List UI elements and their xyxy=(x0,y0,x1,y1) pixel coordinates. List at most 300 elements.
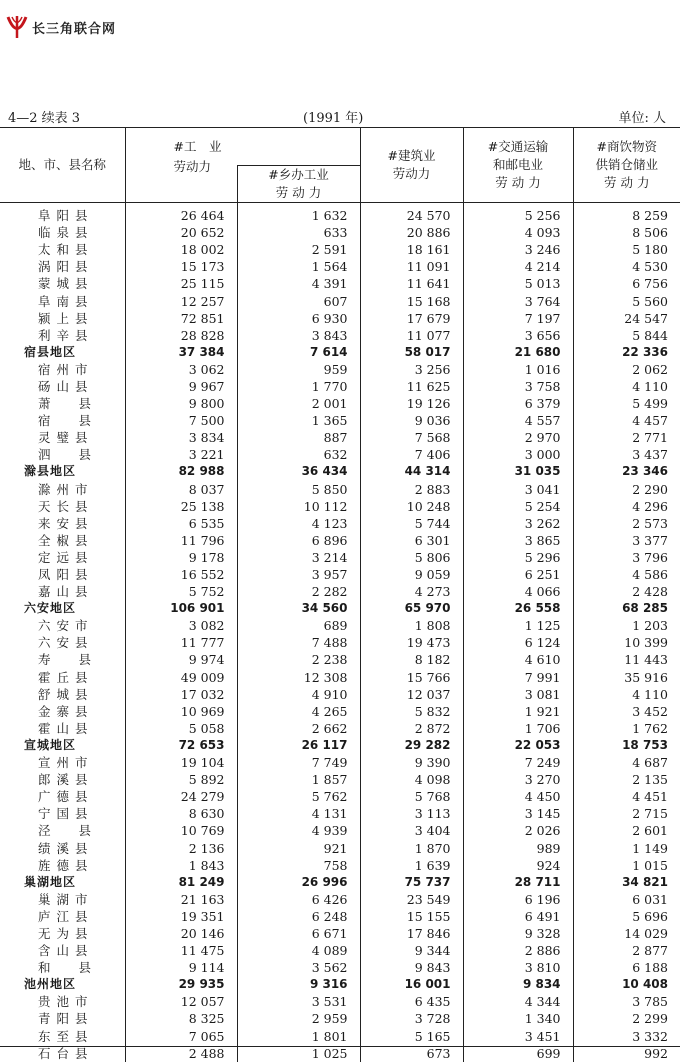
cell-value: 2 573 xyxy=(573,515,680,532)
cell-value: 4 557 xyxy=(463,412,573,429)
cell-value: 29 935 xyxy=(125,976,237,993)
cell-value: 2 662 xyxy=(237,720,360,737)
cell-value: 9 114 xyxy=(125,959,237,976)
cell-value: 9 834 xyxy=(463,976,573,993)
cell-value: 9 316 xyxy=(237,976,360,993)
cell-value: 4 066 xyxy=(463,583,573,600)
table-row xyxy=(0,634,680,651)
cell-value: 6 896 xyxy=(237,532,360,549)
cell-value: 34 821 xyxy=(573,874,680,891)
table-row xyxy=(0,754,680,771)
site-logo xyxy=(6,14,116,40)
cell-value: 16 552 xyxy=(125,566,237,583)
cell-value: 5 844 xyxy=(573,327,680,344)
cell-value: 1 564 xyxy=(237,258,360,275)
cell-value: 11 443 xyxy=(573,651,680,668)
cell-value: 68 285 xyxy=(573,600,680,617)
table-row xyxy=(0,361,680,378)
cell-value: 3 082 xyxy=(125,617,237,634)
cell-value: 26 464 xyxy=(125,203,237,225)
cell-value: 16 001 xyxy=(360,976,463,993)
cell-value: 4 586 xyxy=(573,566,680,583)
cell-value: 3 865 xyxy=(463,532,573,549)
bottom-rule xyxy=(0,1046,680,1047)
cell-name: 含 山 县 xyxy=(38,943,89,959)
cell-value: 21 680 xyxy=(463,344,573,361)
cell-name: 霍 山 县 xyxy=(38,720,89,736)
cell-value: 1 365 xyxy=(237,412,360,429)
table-row xyxy=(0,788,680,805)
cell-name: 六 安 县 xyxy=(38,635,89,651)
region-row xyxy=(0,874,680,891)
cell-value: 5 832 xyxy=(360,703,463,720)
cell-value: 3 728 xyxy=(360,1010,463,1027)
cell-value: 921 xyxy=(237,839,360,856)
cell-name: 六安地区 xyxy=(24,601,77,616)
cell-value: 72 851 xyxy=(125,310,237,327)
table-row xyxy=(0,805,680,822)
cell-value: 3 041 xyxy=(463,481,573,498)
cell-value: 3 562 xyxy=(237,959,360,976)
cell-value: 4 089 xyxy=(237,942,360,959)
cell-value: 3 785 xyxy=(573,993,680,1010)
cell-value: 19 104 xyxy=(125,754,237,771)
cell-value: 5 696 xyxy=(573,908,680,925)
cell-name: 泾 县 xyxy=(38,823,93,839)
cell-value: 2 591 xyxy=(237,241,360,258)
cell-value: 15 168 xyxy=(360,292,463,309)
cell-value: 2 601 xyxy=(573,822,680,839)
cell-value: 11 077 xyxy=(360,327,463,344)
cell-value: 4 110 xyxy=(573,686,680,703)
table-id: 4—2 续表 3 xyxy=(8,111,81,126)
cell-value: 607 xyxy=(237,292,360,309)
cell-value: 924 xyxy=(463,857,573,874)
cell-value: 633 xyxy=(237,224,360,241)
cell-value: 3 062 xyxy=(125,361,237,378)
table-row xyxy=(0,1010,680,1027)
cell-value: 34 560 xyxy=(237,600,360,617)
cell-value: 673 xyxy=(360,1045,463,1062)
cell-value: 26 117 xyxy=(237,737,360,754)
table-row xyxy=(0,1045,680,1062)
cell-value: 8 325 xyxy=(125,1010,237,1027)
cell-value: 17 679 xyxy=(360,310,463,327)
cell-value: 3 843 xyxy=(237,327,360,344)
table-row xyxy=(0,1028,680,1045)
cell-value: 3 377 xyxy=(573,532,680,549)
cell-name: 绩 溪 县 xyxy=(38,840,89,856)
cell-name: 灵 璧 县 xyxy=(38,430,89,446)
cell-name: 霍 丘 县 xyxy=(38,669,89,685)
cell-value: 11 625 xyxy=(360,378,463,395)
cell-value: 5 296 xyxy=(463,549,573,566)
cell-name: 宣 州 市 xyxy=(38,755,89,771)
cell-value: 12 057 xyxy=(125,993,237,1010)
cell-value: 3 221 xyxy=(125,446,237,463)
header-industry: #工 业 xyxy=(125,128,360,166)
cell-value: 3 113 xyxy=(360,805,463,822)
cell-value: 2 062 xyxy=(573,361,680,378)
cell-value: 6 435 xyxy=(360,993,463,1010)
cell-value: 5 254 xyxy=(463,498,573,515)
cell-value: 12 037 xyxy=(360,686,463,703)
cell-value: 4 450 xyxy=(463,788,573,805)
table-unit: 单位: 人 xyxy=(618,111,666,126)
cell-value: 1 203 xyxy=(573,617,680,634)
cell-value: 2 488 xyxy=(125,1045,237,1062)
table-row xyxy=(0,925,680,942)
cell-value: 72 653 xyxy=(125,737,237,754)
cell-value: 65 970 xyxy=(360,600,463,617)
cell-value: 2 001 xyxy=(237,395,360,412)
cell-value: 4 391 xyxy=(237,275,360,292)
cell-value: 81 249 xyxy=(125,874,237,891)
cell-value: 29 282 xyxy=(360,737,463,754)
cell-value: 1 639 xyxy=(360,857,463,874)
cell-value: 6 188 xyxy=(573,959,680,976)
cell-value: 36 434 xyxy=(237,463,360,480)
cell-value: 82 988 xyxy=(125,463,237,480)
cell-value: 3 270 xyxy=(463,771,573,788)
cell-value: 4 296 xyxy=(573,498,680,515)
cell-value: 959 xyxy=(237,361,360,378)
table-row xyxy=(0,241,680,258)
cell-value: 28 711 xyxy=(463,874,573,891)
cell-value: 15 173 xyxy=(125,258,237,275)
cell-value: 22 053 xyxy=(463,737,573,754)
cell-name: 庐 江 县 xyxy=(38,908,89,924)
table-row xyxy=(0,771,680,788)
table-year: (1991 年) xyxy=(303,111,364,126)
cell-value: 5 180 xyxy=(573,241,680,258)
cell-value: 3 256 xyxy=(360,361,463,378)
cell-value: 37 384 xyxy=(125,344,237,361)
cell-name: 砀 山 县 xyxy=(38,378,89,394)
cell-value: 2 282 xyxy=(237,583,360,600)
cell-value: 5 013 xyxy=(463,275,573,292)
table-row xyxy=(0,412,680,429)
cell-value: 58 017 xyxy=(360,344,463,361)
cell-value: 992 xyxy=(573,1045,680,1062)
cell-name: 宿县地区 xyxy=(24,344,77,359)
cell-value: 23 549 xyxy=(360,891,463,908)
cell-value: 9 967 xyxy=(125,378,237,395)
cell-name: 巢 湖 市 xyxy=(38,891,89,907)
cell-value: 25 138 xyxy=(125,498,237,515)
cell-value: 6 124 xyxy=(463,634,573,651)
cell-value: 632 xyxy=(237,446,360,463)
table-body xyxy=(0,203,680,1062)
cell-value: 9 800 xyxy=(125,395,237,412)
cell-value: 7 249 xyxy=(463,754,573,771)
cell-value: 17 032 xyxy=(125,686,237,703)
cell-name: 颍 上 县 xyxy=(38,310,89,326)
cell-value: 5 806 xyxy=(360,549,463,566)
cell-value: 1 762 xyxy=(573,720,680,737)
region-row xyxy=(0,737,680,754)
cell-value: 22 336 xyxy=(573,344,680,361)
cell-value: 7 749 xyxy=(237,754,360,771)
table-row xyxy=(0,395,680,412)
cell-value: 9 390 xyxy=(360,754,463,771)
cell-name: 太 和 县 xyxy=(38,242,89,258)
cell-value: 19 473 xyxy=(360,634,463,651)
cell-name: 和 县 xyxy=(38,960,93,976)
cell-value: 6 426 xyxy=(237,891,360,908)
table-row xyxy=(0,224,680,241)
cell-value: 18 161 xyxy=(360,241,463,258)
cell-value: 3 810 xyxy=(463,959,573,976)
cell-value: 5 165 xyxy=(360,1028,463,1045)
region-row xyxy=(0,344,680,361)
cell-value: 19 126 xyxy=(360,395,463,412)
cell-value: 1 016 xyxy=(463,361,573,378)
cell-value: 689 xyxy=(237,617,360,634)
cell-value: 8 259 xyxy=(573,203,680,225)
cell-value: 3 764 xyxy=(463,292,573,309)
cell-value: 7 500 xyxy=(125,412,237,429)
cell-value: 10 399 xyxy=(573,634,680,651)
cell-value: 1 706 xyxy=(463,720,573,737)
cell-value: 4 610 xyxy=(463,651,573,668)
cell-value: 5 058 xyxy=(125,720,237,737)
cell-value: 7 488 xyxy=(237,634,360,651)
cell-value: 4 687 xyxy=(573,754,680,771)
cell-value: 20 146 xyxy=(125,925,237,942)
cell-name: 金 寨 县 xyxy=(38,703,89,719)
cell-value: 2 238 xyxy=(237,651,360,668)
cell-value: 3 214 xyxy=(237,549,360,566)
cell-value: 1 770 xyxy=(237,378,360,395)
cell-value: 26 558 xyxy=(463,600,573,617)
cell-value: 4 457 xyxy=(573,412,680,429)
cell-value: 3 531 xyxy=(237,993,360,1010)
cell-name: 涡 阳 县 xyxy=(38,259,89,275)
cell-value: 9 843 xyxy=(360,959,463,976)
table-row xyxy=(0,822,680,839)
cell-value: 5 744 xyxy=(360,515,463,532)
cell-name: 巢湖地区 xyxy=(24,874,77,889)
cell-value: 6 491 xyxy=(463,908,573,925)
cell-value: 7 197 xyxy=(463,310,573,327)
cell-value: 44 314 xyxy=(360,463,463,480)
cell-value: 7 568 xyxy=(360,429,463,446)
cell-value: 5 499 xyxy=(573,395,680,412)
cell-value: 6 379 xyxy=(463,395,573,412)
cell-value: 19 351 xyxy=(125,908,237,925)
cell-value: 15 766 xyxy=(360,669,463,686)
cell-value: 25 115 xyxy=(125,275,237,292)
cell-value: 6 196 xyxy=(463,891,573,908)
cell-value: 10 112 xyxy=(237,498,360,515)
cell-value: 6 535 xyxy=(125,515,237,532)
cell-value: 9 059 xyxy=(360,566,463,583)
cell-value: 6 031 xyxy=(573,891,680,908)
cell-value: 3 451 xyxy=(463,1028,573,1045)
cell-value: 18 753 xyxy=(573,737,680,754)
cell-value: 10 248 xyxy=(360,498,463,515)
cell-value: 14 029 xyxy=(573,925,680,942)
cell-value: 758 xyxy=(237,857,360,874)
cell-value: 6 248 xyxy=(237,908,360,925)
header-rural-industry: #乡办工业 劳 动 力 xyxy=(237,166,360,203)
header-construction: #建筑业 劳动力 xyxy=(360,128,463,203)
cell-value: 4 273 xyxy=(360,583,463,600)
table-row xyxy=(0,549,680,566)
table-row xyxy=(0,720,680,737)
table-row xyxy=(0,498,680,515)
region-row xyxy=(0,600,680,617)
region-row xyxy=(0,463,680,480)
cell-value: 3 437 xyxy=(573,446,680,463)
cell-name: 石 台 县 xyxy=(38,1045,89,1061)
cell-value: 2 715 xyxy=(573,805,680,822)
cell-value: 75 737 xyxy=(360,874,463,891)
cell-name: 郎 溪 县 xyxy=(38,772,89,788)
cell-value: 4 344 xyxy=(463,993,573,1010)
cell-value: 2 136 xyxy=(125,839,237,856)
cell-value: 3 145 xyxy=(463,805,573,822)
cell-name: 旌 德 县 xyxy=(38,857,89,873)
cell-value: 3 000 xyxy=(463,446,573,463)
table-row xyxy=(0,203,680,225)
logo-text: 长三角联合网 xyxy=(32,21,117,37)
table-row xyxy=(0,292,680,309)
table-row xyxy=(0,686,680,703)
cell-value: 2 771 xyxy=(573,429,680,446)
cell-value: 4 098 xyxy=(360,771,463,788)
cell-value: 12 308 xyxy=(237,669,360,686)
table-row xyxy=(0,515,680,532)
cell-value: 2 959 xyxy=(237,1010,360,1027)
cell-value: 4 093 xyxy=(463,224,573,241)
cell-value: 4 131 xyxy=(237,805,360,822)
cell-name: 广 德 县 xyxy=(38,789,89,805)
cell-name: 滁 州 市 xyxy=(38,481,89,497)
table-row xyxy=(0,532,680,549)
cell-value: 2 026 xyxy=(463,822,573,839)
cell-value: 4 110 xyxy=(573,378,680,395)
table-row xyxy=(0,703,680,720)
cell-name: 舒 城 县 xyxy=(38,686,89,702)
cell-value: 24 279 xyxy=(125,788,237,805)
cell-value: 9 328 xyxy=(463,925,573,942)
cell-value: 5 892 xyxy=(125,771,237,788)
cell-value: 8 506 xyxy=(573,224,680,241)
cell-name: 蒙 城 县 xyxy=(38,276,89,292)
cell-value: 9 178 xyxy=(125,549,237,566)
cell-value: 2 428 xyxy=(573,583,680,600)
cell-name: 寿 县 xyxy=(38,652,93,668)
cell-value: 3 081 xyxy=(463,686,573,703)
cell-name: 宣城地区 xyxy=(24,737,77,752)
cell-value: 2 970 xyxy=(463,429,573,446)
cell-name: 宿 州 市 xyxy=(38,361,89,377)
cell-name: 天 长 县 xyxy=(38,498,89,514)
table-row xyxy=(0,327,680,344)
cell-value: 28 828 xyxy=(125,327,237,344)
table-row xyxy=(0,857,680,874)
cell-value: 23 346 xyxy=(573,463,680,480)
cell-value: 20 652 xyxy=(125,224,237,241)
cell-value: 8 182 xyxy=(360,651,463,668)
cell-value: 11 641 xyxy=(360,275,463,292)
cell-value: 1 870 xyxy=(360,839,463,856)
cell-value: 4 910 xyxy=(237,686,360,703)
table-row xyxy=(0,378,680,395)
table-row xyxy=(0,651,680,668)
cell-value: 15 155 xyxy=(360,908,463,925)
cell-value: 2 299 xyxy=(573,1010,680,1027)
cell-value: 6 671 xyxy=(237,925,360,942)
cell-value: 26 996 xyxy=(237,874,360,891)
table-row xyxy=(0,891,680,908)
cell-value: 49 009 xyxy=(125,669,237,686)
labor-table xyxy=(0,127,680,1062)
table-row xyxy=(0,993,680,1010)
cell-value: 7 406 xyxy=(360,446,463,463)
cell-value: 1 632 xyxy=(237,203,360,225)
table-row xyxy=(0,942,680,959)
cell-value: 10 408 xyxy=(573,976,680,993)
cell-name: 东 至 县 xyxy=(38,1028,89,1044)
cell-name: 滁县地区 xyxy=(24,464,77,479)
cell-value: 6 301 xyxy=(360,532,463,549)
cell-name: 凤 阳 县 xyxy=(38,567,89,583)
cell-value: 35 916 xyxy=(573,669,680,686)
cell-value: 887 xyxy=(237,429,360,446)
cell-value: 2 883 xyxy=(360,481,463,498)
cell-value: 106 901 xyxy=(125,600,237,617)
cell-value: 21 163 xyxy=(125,891,237,908)
region-row xyxy=(0,976,680,993)
cell-value: 7 991 xyxy=(463,669,573,686)
cell-value: 5 762 xyxy=(237,788,360,805)
table-row xyxy=(0,617,680,634)
cell-value: 4 214 xyxy=(463,258,573,275)
cell-name: 泗 县 xyxy=(38,447,93,463)
cell-value: 2 872 xyxy=(360,720,463,737)
cell-value: 1 149 xyxy=(573,839,680,856)
cell-value: 4 265 xyxy=(237,703,360,720)
cell-name: 嘉 山 县 xyxy=(38,584,89,600)
cell-value: 18 002 xyxy=(125,241,237,258)
cell-value: 1 843 xyxy=(125,857,237,874)
table-row xyxy=(0,310,680,327)
cell-name: 阜 南 县 xyxy=(38,293,89,309)
table-row xyxy=(0,566,680,583)
table-row xyxy=(0,908,680,925)
logo-icon xyxy=(6,14,28,40)
cell-value: 7 614 xyxy=(237,344,360,361)
cell-value: 9 036 xyxy=(360,412,463,429)
cell-value: 3 404 xyxy=(360,822,463,839)
cell-value: 3 246 xyxy=(463,241,573,258)
cell-value: 2 886 xyxy=(463,942,573,959)
cell-value: 1 808 xyxy=(360,617,463,634)
cell-value: 24 570 xyxy=(360,203,463,225)
cell-value: 3 332 xyxy=(573,1028,680,1045)
cell-value: 3 452 xyxy=(573,703,680,720)
table-row xyxy=(0,275,680,292)
cell-value: 4 123 xyxy=(237,515,360,532)
table-row xyxy=(0,258,680,275)
cell-value: 20 886 xyxy=(360,224,463,241)
cell-value: 24 547 xyxy=(573,310,680,327)
cell-value: 11 796 xyxy=(125,532,237,549)
cell-value: 2 877 xyxy=(573,942,680,959)
